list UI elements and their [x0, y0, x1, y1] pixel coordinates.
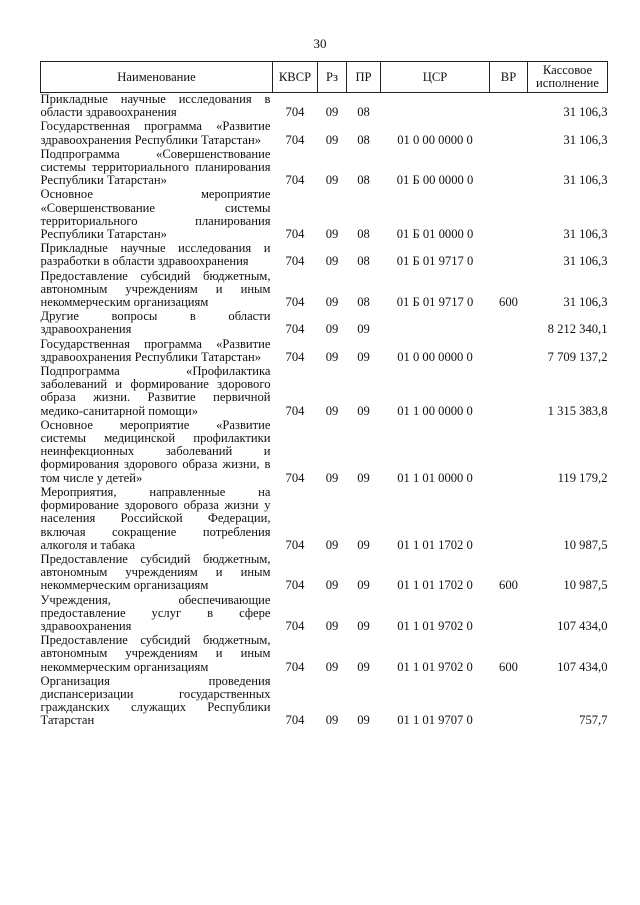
cell-pr: 08 [357, 295, 370, 310]
cell-pr: 09 [357, 349, 370, 364]
cell-vr [490, 242, 528, 269]
cell-sum: 119 179,2 [557, 470, 608, 485]
header-sum: Кассовое исполнение [528, 62, 608, 93]
header-csr: ЦСР [381, 62, 490, 93]
table-row [41, 120, 608, 147]
cell-rz: 09 [325, 713, 339, 728]
cell-sum: 31 106,3 [563, 254, 608, 269]
cell-pr: 09 [357, 537, 370, 552]
table-row [41, 365, 608, 419]
cell-kvsr: 704 [285, 659, 305, 674]
cell-kvsr: 704 [285, 713, 305, 728]
cell-kvsr: 704 [285, 295, 305, 310]
cell-pr: 09 [357, 618, 370, 633]
cell-csr: 01 0 00 0000 0 [397, 132, 473, 147]
cell-sum: 107 434,0 [557, 618, 608, 633]
cell-vr [490, 486, 528, 553]
cell-csr: 01 Б 01 0000 0 [396, 227, 474, 242]
cell-kvsr: 704 [285, 618, 305, 633]
cell-name: Организация проведения диспансеризации государственных гражданских служащих Республики Татарстан [40, 673, 271, 728]
cell-sum: 31 106,3 [563, 173, 608, 188]
cell-vr: 600 [499, 295, 518, 310]
cell-name: Мероприятия, направленные на формирование здорового образа жизни у населения Российской Федерации, включая сокращение потребления алкоголя и табака [40, 484, 271, 552]
cell-name: Основное мероприятие «Развитие системы медицинской профилактики неинфекционных заболеваний и формирования здорового образа жизни, в том числе у детей» [40, 417, 271, 485]
cell-rz: 09 [325, 173, 339, 188]
cell-kvsr: 704 [285, 470, 305, 485]
cell-kvsr: 704 [285, 132, 305, 147]
cell-sum: 31 106,3 [563, 227, 608, 242]
cell-kvsr: 704 [285, 227, 305, 242]
cell-vr: 600 [499, 659, 518, 674]
cell-csr: 01 1 01 0000 0 [397, 470, 473, 485]
table-row [41, 242, 608, 269]
cell-rz: 09 [325, 254, 339, 269]
cell-kvsr: 704 [285, 403, 305, 418]
cell-pr: 09 [357, 578, 370, 593]
cell-kvsr: 704 [285, 254, 305, 269]
cell-csr: 01 Б 00 0000 0 [396, 173, 474, 188]
cell-rz: 09 [325, 618, 339, 633]
cell-kvsr: 704 [285, 349, 305, 364]
cell-csr: 01 1 01 1702 0 [397, 537, 473, 552]
cell-csr: 01 1 01 9702 0 [397, 659, 473, 674]
cell-rz: 09 [325, 470, 339, 485]
table-row [41, 148, 608, 189]
header-kvsr: КВСР [273, 62, 318, 93]
cell-vr [490, 419, 528, 486]
table-row [41, 553, 608, 594]
cell-pr: 08 [357, 173, 370, 188]
cell-csr [381, 93, 490, 121]
cell-name: Учреждения, обеспечивающие предоставление услуг в сфере здравоохранения [40, 592, 271, 633]
cell-vr [490, 365, 528, 419]
cell-name: Прикладные научные исследования в области здравоохранения [40, 92, 271, 120]
cell-csr: 01 1 01 9702 0 [397, 618, 473, 633]
cell-name: Основное мероприятие «Совершенствование системы территориального планирования Республики Татарстан» [40, 187, 271, 242]
cell-kvsr: 704 [285, 173, 305, 188]
table-row [41, 338, 608, 365]
cell-name: Предоставление субсидий бюджетным, автономным учреждениям и иным некоммерческим организациям [40, 268, 271, 310]
cell-csr: 01 1 00 0000 0 [397, 403, 473, 418]
cell-vr [490, 188, 528, 242]
cell-csr: 01 1 01 1702 0 [397, 578, 473, 593]
page-number: 30 [313, 36, 327, 51]
cell-vr [490, 93, 528, 121]
cell-pr: 09 [357, 659, 370, 674]
table-row [41, 310, 608, 337]
cell-csr: 01 Б 01 9717 0 [396, 295, 474, 310]
cell-rz: 09 [325, 349, 339, 364]
table-row [41, 594, 608, 635]
budget-table [40, 61, 608, 729]
cell-vr [490, 120, 528, 147]
header-rz: Рз [318, 62, 347, 93]
cell-kvsr: 704 [285, 322, 305, 337]
cell-sum: 1 315 383,8 [547, 403, 608, 418]
header-pr: ПР [347, 62, 381, 93]
cell-sum: 31 106,3 [563, 132, 608, 147]
cell-pr: 08 [357, 227, 370, 242]
header-name: Наименование [41, 62, 273, 93]
cell-vr: 600 [499, 578, 518, 593]
cell-pr: 08 [357, 254, 370, 269]
cell-name: Прикладные научные исследования и разработки в области здравоохранения [40, 241, 271, 269]
cell-csr: 01 Б 01 9717 0 [396, 254, 474, 269]
cell-sum: 31 106,3 [563, 295, 608, 310]
table-row [41, 188, 608, 242]
cell-rz: 09 [325, 659, 339, 674]
cell-csr [381, 310, 490, 337]
cell-rz: 09 [325, 322, 339, 337]
cell-pr: 08 [357, 132, 370, 147]
cell-rz: 09 [325, 403, 339, 418]
header-vr: ВР [490, 62, 528, 93]
cell-pr: 09 [357, 713, 370, 728]
table-row [41, 634, 608, 675]
cell-kvsr: 704 [285, 537, 305, 552]
cell-rz: 09 [325, 132, 339, 147]
cell-vr [490, 310, 528, 337]
table-row [41, 270, 608, 311]
table-row [41, 486, 608, 553]
cell-sum: 10 987,5 [563, 537, 608, 552]
cell-name: Подпрограмма «Совершенствование системы территориального планирования Республики Татарстан» [40, 146, 271, 188]
cell-sum: 757,7 [579, 713, 608, 728]
table-body [41, 93, 608, 729]
cell-vr [490, 594, 528, 635]
cell-name: Государственная программа «Развитие здравоохранения Республики Татарстан» [40, 119, 271, 147]
cell-sum: 10 987,5 [563, 578, 608, 593]
cell-rz: 09 [325, 295, 339, 310]
cell-sum: 31 106,3 [563, 105, 608, 120]
cell-rz: 09 [325, 578, 339, 593]
cell-name: Предоставление субсидий бюджетным, автономным учреждениям и иным некоммерческим организациям [40, 633, 271, 674]
cell-pr: 09 [357, 403, 370, 418]
cell-name: Предоставление субсидий бюджетным, автономным учреждениям и иным некоммерческим организациям [40, 551, 271, 593]
cell-rz: 09 [325, 105, 339, 120]
cell-kvsr: 704 [285, 578, 305, 593]
table-row [41, 675, 608, 729]
cell-vr [490, 148, 528, 189]
cell-name: Другие вопросы в области здравоохранения [40, 309, 271, 337]
cell-csr: 01 0 00 0000 0 [397, 349, 473, 364]
cell-sum: 8 212 340,1 [547, 322, 608, 337]
cell-vr [490, 338, 528, 365]
cell-rz: 09 [325, 537, 339, 552]
cell-sum: 7 709 137,2 [547, 349, 608, 364]
cell-name: Государственная программа «Развитие здравоохранения Республики Татарстан» [40, 336, 271, 364]
cell-pr: 08 [357, 105, 370, 120]
cell-pr: 09 [357, 322, 370, 337]
table-header [41, 62, 608, 93]
cell-pr: 09 [357, 470, 370, 485]
cell-sum: 107 434,0 [557, 659, 608, 674]
cell-csr: 01 1 01 9707 0 [397, 713, 473, 728]
cell-rz: 09 [325, 227, 339, 242]
cell-vr [490, 675, 528, 729]
cell-name: Подпрограмма «Профилактика заболеваний и формирование здорового образа жизни. Развитие первичной медико-санитарной помощи» [40, 364, 271, 418]
table-row [41, 93, 608, 121]
cell-kvsr: 704 [285, 105, 305, 120]
table-row [41, 419, 608, 486]
